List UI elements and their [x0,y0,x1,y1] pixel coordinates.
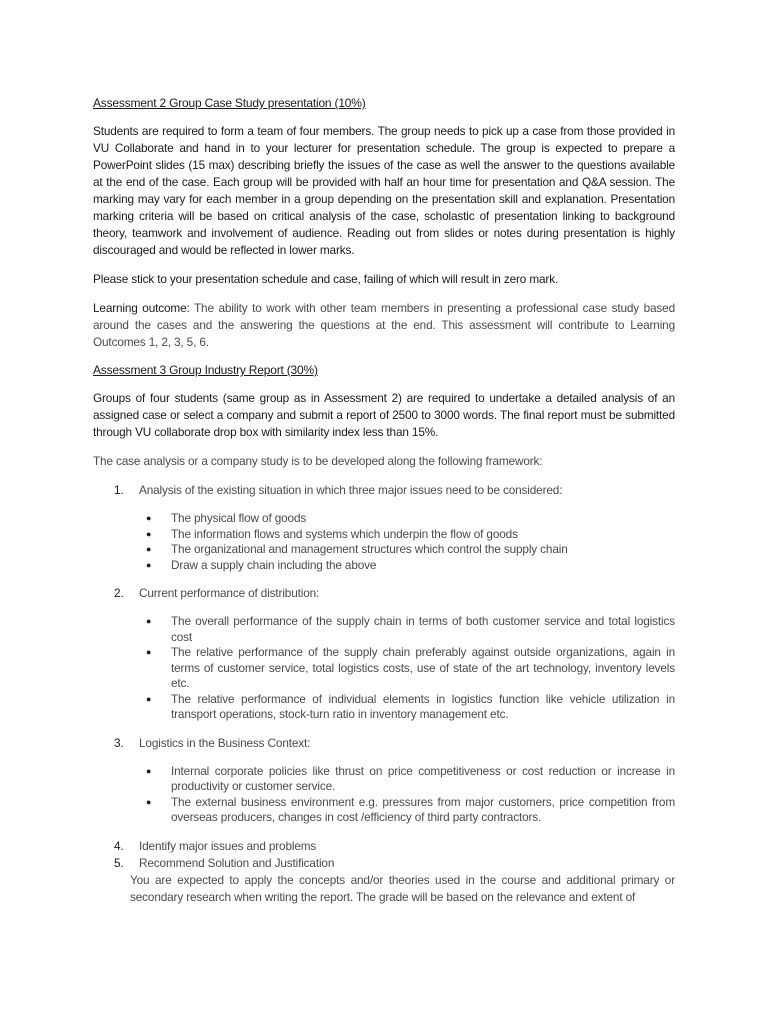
framework-item-text: Logistics in the Business Context: [139,735,311,750]
framework-item-5 [93,855,675,872]
bullet-list [139,764,675,826]
bullet-icon: ● [146,616,152,626]
bullet-icon: ● [146,796,152,807]
bullet-icon: ● [146,544,152,554]
list-item: ● The relative performance of individual elements in logistics function like vehicle utilization in transport operations, stock-turn ratio in inventory management etc. [146,691,675,721]
list-item: ● The physical flow of goods [146,511,307,525]
list-item: ● Draw a supply chain including the above [146,557,377,572]
list-item: ● The overall performance of the supply chain in terms of both customer service and total logistics cost [146,614,675,644]
learning-outcome [93,300,675,351]
list-item: ● The information flows and systems which underpin the flow of goods [146,526,518,541]
framework-item-text: Identify major issues and problems [139,838,317,853]
bullet-icon: ● [146,765,152,776]
framework-number: 1. [114,483,124,497]
bullet-list [139,614,675,723]
framework-item-3 [93,735,675,826]
framework-number: 4. [114,838,124,853]
framework-item-text: Current performance of distribution: [139,586,320,600]
assessment2-heading: Assessment 2 Group Case Study presentation (10%) [93,96,366,110]
framework-intro: The case analysis or a company study is to be developed along the following framework: [93,454,543,468]
framework-item-2 [93,585,675,723]
framework-item-4 [93,838,675,855]
framework-item-text: Analysis of the existing situation in which three major issues need to be considered: [139,483,563,497]
framework-number: 2. [114,586,124,600]
list-item: ● Internal corporate policies like thrust on price competitiveness or cost reduction or increase in productivity or customer service. [146,763,675,793]
framework-item-text: Recommend Solution and Justification [139,855,335,870]
bullet-icon: ● [146,647,152,657]
learning-outcome-label: Learning outcome: [93,301,190,315]
schedule-note: Please stick to your presentation schedule and case, failing of which will result in zero mark. [93,272,559,286]
framework-number: 5. [114,855,124,870]
assessment3-description: Groups of four students (same group as in Assessment 2) are required to undertake a detailed analysis of an assigned case or select a company and submit a report of 2500 to 3000 words. The final report must be submitted through VU collaborate drop box with similarity index less than 15%. [93,391,675,439]
bullet-icon: ● [146,693,152,704]
framework-list [93,482,675,872]
list-item: ● The relative performance of the supply chain preferably against outside organizations, again in terms of customer service, total logistics costs, use of state of the art technology, inventory levels etc. [146,645,675,690]
list-item: ● The external business environment e.g. pressures from major customers, price competition from overseas producers, changes in cost /efficiency of third party contractors. [146,794,675,824]
framework-item-1 [93,482,675,573]
assessment3-heading: Assessment 3 Group Industry Report (30%) [93,363,318,377]
assessment2-description: Students are required to form a team of four members. The group needs to pick up a case from those provided in VU Collaborate and hand in to your lecturer for presentation schedule. The group is expected to prepare a PowerPoint slides (15 max) describing briefly the issues of the case as well the answer to the questions available at the end of the case. Each group will be provided with half an hour time for presentation and Q&A session. The marking may vary for each member in a group depending on the presentation skill and explanation. Presentation marking criteria will be based on critical analysis of the case, scholastic of presentation linking to background theory, teamwork and involvement of audience. Reading out from slides or notes during presentation is highly discouraged and would be reflected in lower marks. [93,124,675,257]
bullet-list [139,511,675,573]
bullet-icon: ● [146,559,152,570]
list-item: ● The organizational and management structures which control the supply chain [146,542,568,556]
framework-number: 3. [114,735,124,750]
bullet-icon: ● [146,513,152,523]
closing-paragraph: You are expected to apply the concepts and/or theories used in the course and additional primary or secondary research when writing the report. The grade will be based on the relevance and extent of [130,872,675,904]
learning-outcome-text: The ability to work with other team members in presenting a professional case study based around the cases and the answering the questions at the end. This assessment will contribute to Learning Outcomes 1, 2, 3, 5, 6. [93,301,675,349]
bullet-icon: ● [146,528,152,539]
